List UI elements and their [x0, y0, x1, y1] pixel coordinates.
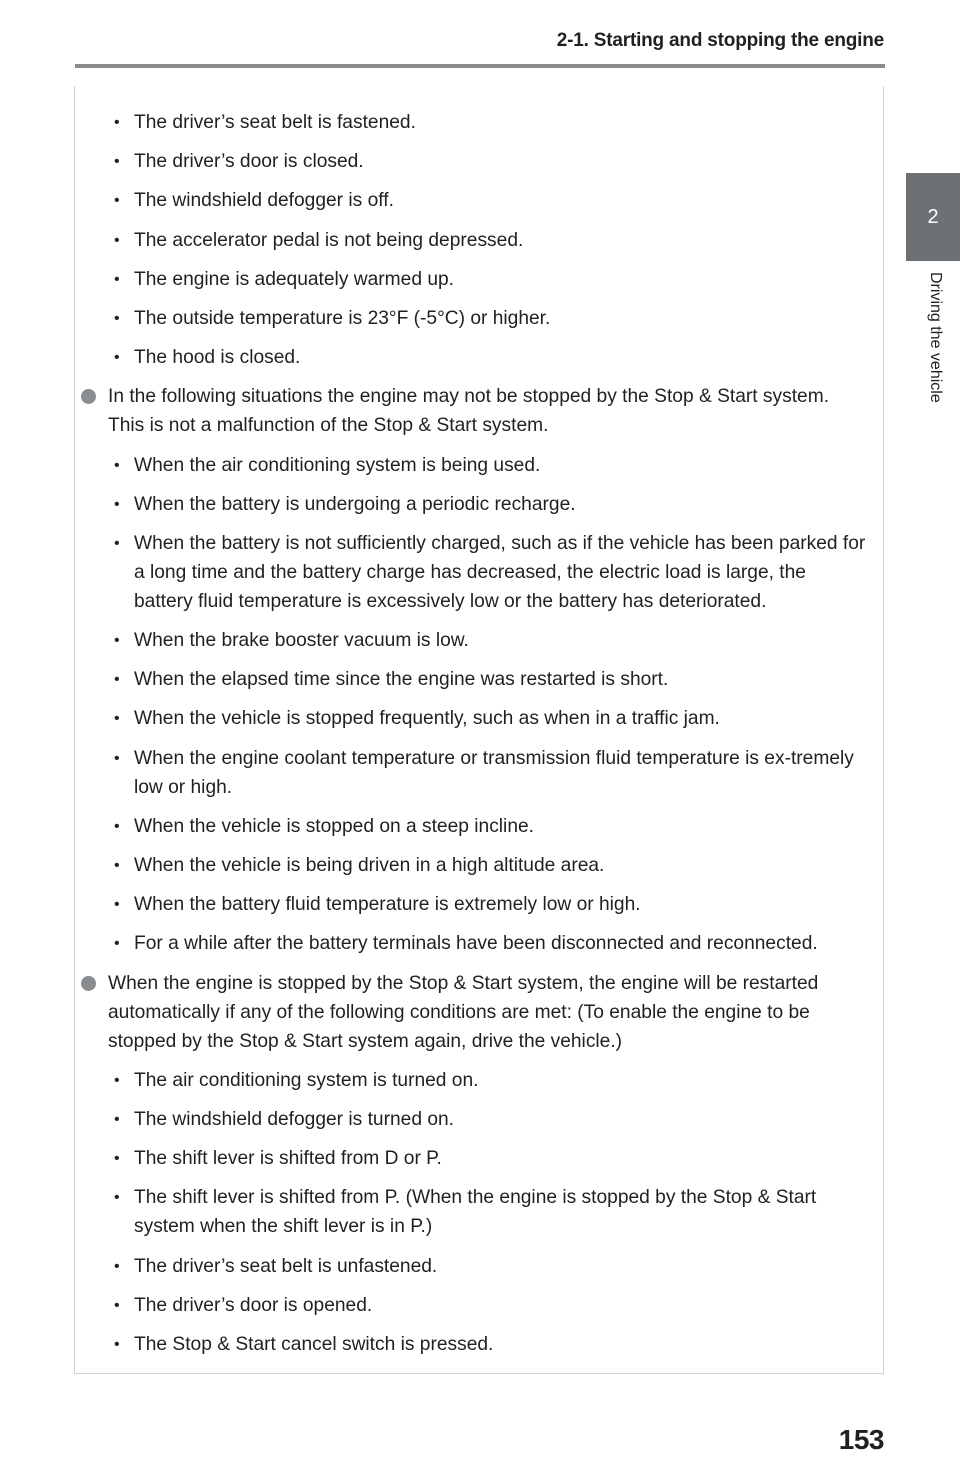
circle-bullet-icon	[81, 976, 96, 991]
bullet-icon: •	[114, 270, 120, 288]
list-item: • The windshield defogger is off.	[108, 186, 868, 215]
list-item: • When the vehicle is stopped frequently, such as when in a traffic jam.	[108, 704, 868, 733]
bullet-icon: •	[114, 857, 120, 874]
bullet-icon: •	[114, 231, 120, 249]
bullet-icon: •	[114, 1071, 120, 1089]
section-1-list	[108, 451, 868, 959]
bullet-icon: •	[114, 456, 120, 474]
section-2-list	[108, 1066, 868, 1359]
chapter-tab	[906, 173, 960, 261]
list-item: • The driver’s door is opened.	[108, 1291, 868, 1320]
list-item: • The driver’s door is closed.	[108, 147, 868, 176]
section-2-paragraph: When the engine is stopped by the Stop & Start system, the engine will be restarted automatically if any of the following conditions are met: (To enable the engine to be stopped by the Stop & Start system again, drive the vehicle.)	[108, 969, 868, 1056]
page-number: 153	[838, 1424, 884, 1455]
list-item: • The windshield defogger is turned on.	[108, 1105, 868, 1134]
bullet-icon: •	[114, 309, 120, 327]
bullet-icon: •	[114, 1150, 120, 1168]
list-item: • The driver’s seat belt is unfastened.	[108, 1252, 868, 1281]
chapter-number: 2	[927, 206, 939, 228]
bullet-icon: •	[114, 192, 120, 210]
bullet-icon: •	[114, 495, 120, 513]
list-item: • The hood is closed.	[108, 343, 868, 372]
list-item: • The shift lever is shifted from D or P.	[108, 1144, 868, 1173]
list-item: • The shift lever is shifted from P. (When the engine is stopped by the Stop & Start system when the shift lever is in P.)	[108, 1183, 868, 1241]
list-item: • When the engine coolant temperature or transmission fluid temperature is ex-tremely low or high.	[108, 744, 868, 802]
bullet-icon: •	[114, 817, 120, 835]
top-bullet-list	[108, 108, 868, 372]
bullet-icon: •	[114, 1257, 120, 1275]
bullet-icon: •	[114, 896, 120, 914]
list-item: • When the battery is not sufficiently charged, such as if the vehicle has been parked for a long time and the battery charge has decreased, the electric load is large, the battery fluid temperature is excessively low or the battery has deteriorated.	[108, 529, 868, 616]
page-header-title: 2-1. Starting and stopping the engine	[556, 30, 884, 51]
chapter-label: Driving the vehicle	[927, 272, 944, 403]
list-item: • The outside temperature is 23°F (-5°C) or higher.	[108, 304, 868, 333]
list-item: • The air conditioning system is turned on.	[108, 1066, 868, 1095]
list-item: • The Stop & Start cancel switch is pressed.	[108, 1330, 868, 1359]
list-item: • When the battery fluid temperature is extremely low or high.	[108, 890, 868, 919]
bullet-icon: •	[114, 632, 120, 650]
bullet-icon: •	[114, 1110, 120, 1128]
bullet-icon: •	[114, 534, 120, 552]
bullet-icon: •	[114, 1296, 120, 1314]
bullet-icon: •	[114, 349, 120, 367]
header-divider	[75, 64, 885, 68]
bullet-icon: •	[114, 1335, 120, 1353]
list-item: • When the brake booster vacuum is low.	[108, 626, 868, 655]
bullet-icon: •	[114, 114, 120, 131]
list-item: • The driver’s seat belt is fastened.	[108, 108, 868, 137]
list-item: • When the air conditioning system is being used.	[108, 451, 868, 480]
list-item: • When the battery is undergoing a periodic recharge.	[108, 490, 868, 519]
bullet-icon: •	[114, 671, 120, 689]
section-1-paragraph: In the following situations the engine may not be stopped by the Stop & Start system. This is not a malfunction of the Stop & Start system.	[108, 382, 868, 440]
list-item: • When the vehicle is being driven in a high altitude area.	[108, 851, 868, 880]
bullet-icon: •	[114, 710, 120, 728]
document-body	[108, 108, 868, 1369]
bullet-icon: •	[114, 749, 120, 767]
list-item: • When the elapsed time since the engine was restarted is short.	[108, 665, 868, 694]
list-item: • When the vehicle is stopped on a steep incline.	[108, 812, 868, 841]
list-item: • The engine is adequately warmed up.	[108, 265, 868, 294]
list-item: • For a while after the battery terminals have been disconnected and reconnected.	[108, 929, 868, 958]
bullet-icon: •	[114, 1189, 120, 1207]
list-item: • The accelerator pedal is not being depressed.	[108, 226, 868, 255]
bullet-icon: •	[114, 153, 120, 171]
bullet-icon: •	[114, 935, 120, 953]
